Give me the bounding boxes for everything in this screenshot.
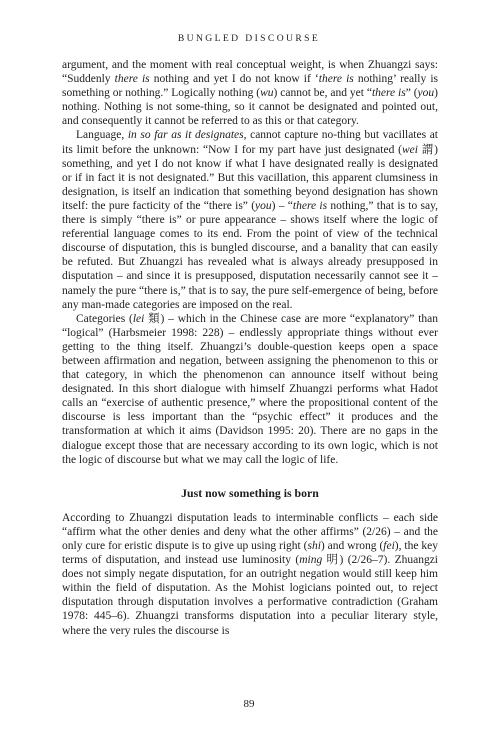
paragraph-1: argument, and the moment with real conceptual weight, is when Zhuangzi says: “Suddenly there is nothing and yet I do not know if ‘there is nothing’ really is something or nothing.” Logically nothing (wu) cannot be, and yet “there is” (you) nothing. Nothing is not some-thing, so it cannot be designated and pointed out, and consequently it cannot be referred to as this or that category. bbox=[62, 59, 439, 128]
running-head: BUNGLED DISCOURSE bbox=[177, 33, 321, 44]
page-number: 89 bbox=[243, 698, 255, 710]
section-heading: Just now something is born bbox=[181, 485, 319, 500]
paragraph-3: Categories (lei 類) – which in the Chinese case are more “explanatory” than “logical” (Harbsmeier 1998: 228) – endlessly appropriate things without ever getting to the thing itself. Zhuangzi’s double-question keeps open a space between affirmation and negation, between assigning the phenomenon to this or that category, in which the phenomenon can announce itself without being designated. In this short dialogue with himself Zhuangzi performs what Hadot calls an “exercise of authentic presence,” where the propositional content of the discourse is less important than the “psychic effect” it produces and the transformation at which it aims (Davidson 1995: 20). There are no gaps in the dialogue except those that are necessary according to its own logic, which is not the logic of discourse but what we may call the logic of life. bbox=[62, 312, 438, 466]
paragraph-2: Language, in so far as it designates, cannot capture no-thing but vacillates at its limit before the unknown: “Now I for my part have just designated (wei 謂) something, and yet I do not know if what I have designated really is designated or if in fact it is not designated.” But this vacillation, this apparent clumsiness in designation, is itself an indication that something beyond designation has shown itself: the pure facticity of the “there is” (you) – “there is nothing,” that is to say, there is simply “there is” or pure appearance – shows itself where the logic of referential language comes to its end. From the point of view of the technical discourse of disputation, this is bungled discourse, and a banality that can easily be refuted. But Zhuangzi has revealed what is always already presupposed in disputation – and since it is presupposed, disputation necessarily cannot see it – namely the pure “there is,” that is to say, the pure self-emergence of being, before any man-made categories are imposed on the real. bbox=[62, 129, 439, 311]
body-text bbox=[62, 58, 438, 638]
paragraph-4: According to Zhuangzi disputation leads to interminable conflicts – each side “affirm what the other denies and deny what the other affirms” (2/26) – and the only cure for eristic dispute is to give up using right (shi) and wrong (fei), the key terms of disputation, and instead use luminosity (ming 明) (2/26–7). Zhuangzi does not simply negate disputation, for an outright negation would still keep him within the field of disputation. As the Mohist logicians pointed out, to reject disputation through disputation involves a performative contradiction (Graham 1978: 445–6). Zhuangzi transforms disputation into a peculiar literary style, where the very rules the discourse is bbox=[62, 511, 438, 637]
